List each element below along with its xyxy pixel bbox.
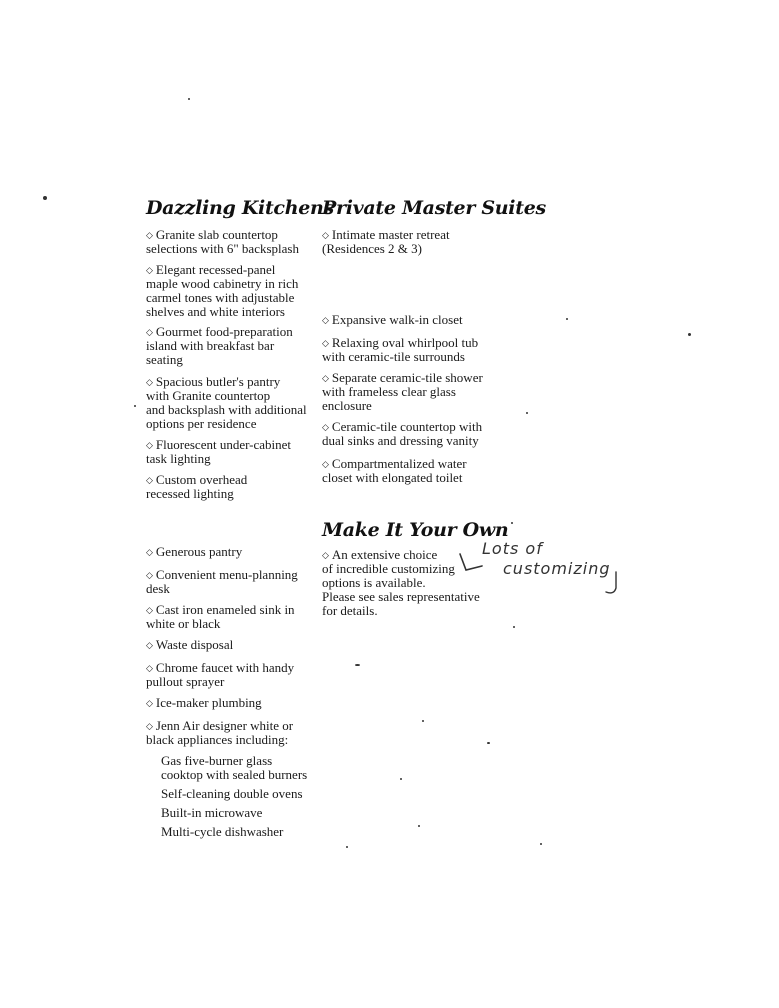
list-item: ◇ Fluorescent under-cabinet task lighting (146, 437, 292, 466)
bullet-icon: ◇ (146, 377, 153, 387)
list-item: ◇ Custom overhead recessed lighting (146, 472, 248, 501)
bullet-icon: ◇ (322, 315, 329, 325)
scan-speck (487, 742, 490, 744)
custom-text: ◇ An extensive choice of incredible customizing options is available. Please see sales representative for details. (322, 547, 480, 618)
list-item: ◇ Intimate master retreat (Residences 2 & 3) (322, 227, 450, 256)
list-item: ◇ Elegant recessed-panel maple wood cabinetry in rich carmel tones with adjustable shelves and white interiors (146, 262, 299, 319)
list-item: ◇ Gourmet food-preparation island with breakfast bar seating (146, 324, 293, 367)
scan-speck (511, 522, 513, 524)
list-item: ◇ Cast iron enameled sink in white or black (146, 602, 295, 631)
bullet-icon: ◇ (146, 230, 153, 240)
scan-speck (540, 843, 542, 845)
scan-speck (513, 626, 515, 628)
scan-speck (400, 778, 402, 780)
list-item: ◇ Relaxing oval whirlpool tub with ceramic-tile surrounds (322, 335, 479, 364)
list-item: ◇ Spacious butler's pantry with Granite countertop and backsplash with additional options per residence (146, 374, 307, 431)
list-item: ◇ Compartmentalized water closet with elongated toilet (322, 456, 467, 485)
bullet-icon: ◇ (146, 698, 153, 708)
scan-speck (134, 405, 136, 407)
scan-speck (346, 846, 348, 848)
custom-heading: Make It Your Own (322, 519, 509, 541)
bullet-icon: ◇ (322, 422, 329, 432)
bullet-icon: ◇ (146, 570, 153, 580)
bullet-icon: ◇ (322, 338, 329, 348)
suites-heading: Private Master Suites (322, 197, 546, 219)
bullet-icon: ◇ (146, 640, 153, 650)
list-item: ◇ Ceramic-tile countertop with dual sinks and dressing vanity (322, 419, 483, 448)
scan-speck (422, 720, 424, 722)
scan-speck (566, 318, 568, 320)
bullet-icon: ◇ (322, 459, 329, 469)
scan-speck (688, 333, 691, 336)
list-item: ◇ Separate ceramic-tile shower with frameless clear glass enclosure (322, 370, 483, 413)
list-item: ◇ Convenient menu-planning desk (146, 567, 298, 596)
handwritten-note-line2: customizing (503, 559, 611, 578)
bullet-icon: ◇ (146, 440, 153, 450)
bullet-icon: ◇ (146, 721, 153, 731)
list-item: ◇ Jenn Air designer white or black appliances including: (146, 718, 294, 747)
scan-speck (526, 412, 528, 414)
bullet-icon: ◇ (146, 265, 153, 275)
scan-speck (418, 825, 420, 827)
bullet-icon: ◇ (322, 373, 329, 383)
check-mark-icon (458, 552, 484, 574)
list-item: ◇ Expansive walk-in closet (322, 312, 463, 327)
bullet-icon: ◇ (146, 327, 153, 337)
list-item: ◇ Ice-maker plumbing (146, 695, 262, 710)
list-item: ◇ Chrome faucet with handy pullout sprayer (146, 660, 295, 689)
scan-speck (355, 664, 360, 666)
bullet-icon: ◇ (322, 550, 329, 560)
handwritten-hook-icon (600, 568, 626, 598)
list-item: Built-in microwave (161, 805, 263, 820)
bullet-icon: ◇ (146, 663, 153, 673)
kitchens-heading: Dazzling Kitchens (146, 197, 334, 219)
bullet-icon: ◇ (146, 605, 153, 615)
handwritten-note-line1: Lots of (482, 539, 543, 558)
bullet-icon: ◇ (322, 230, 329, 240)
list-item: ◇ Waste disposal (146, 637, 234, 652)
list-item: ◇ Generous pantry (146, 544, 243, 559)
list-item: Multi-cycle dishwasher (161, 824, 284, 839)
scan-speck (43, 196, 47, 200)
bullet-icon: ◇ (146, 475, 153, 485)
scan-speck (188, 98, 190, 100)
list-item: Gas five-burner glass cooktop with sealed burners (161, 753, 308, 782)
list-item: ◇ Granite slab countertop selections with 6" backsplash (146, 227, 299, 256)
bullet-icon: ◇ (146, 547, 153, 557)
list-item: Self-cleaning double ovens (161, 786, 303, 801)
